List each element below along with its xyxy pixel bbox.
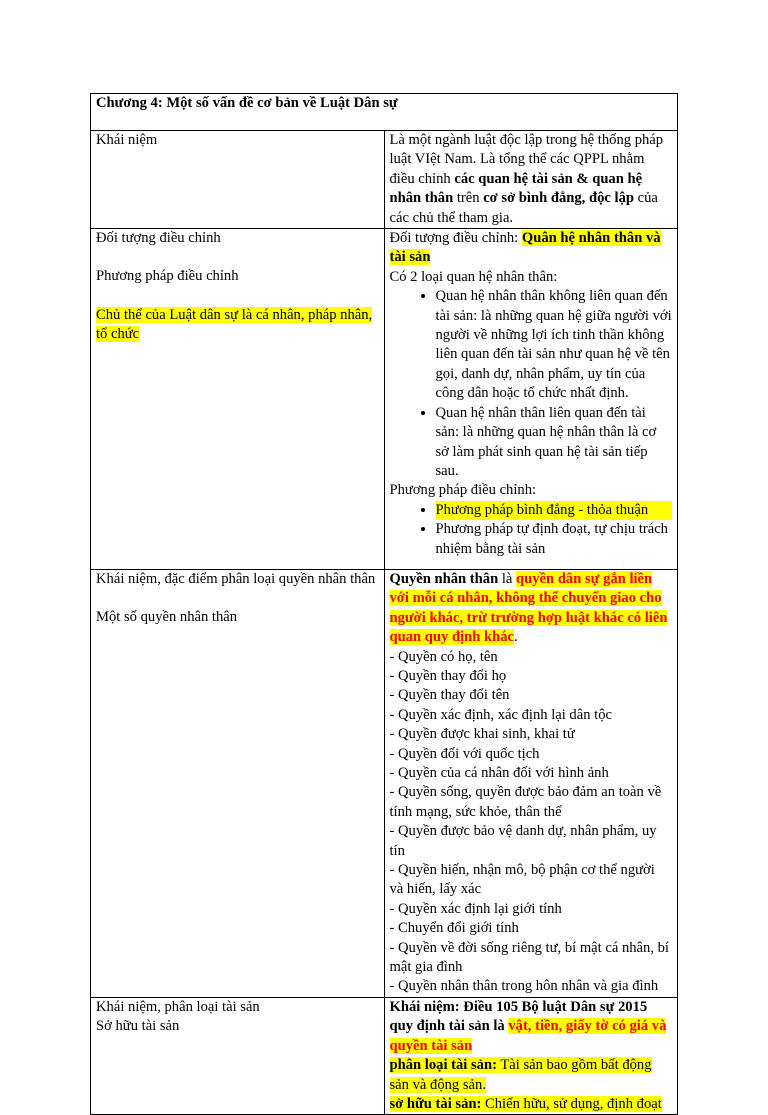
- list-item: - Quyền sống, quyền được bảo đảm an toàn về tính mạng, sức khỏe, thân thể: [389, 784, 662, 820]
- table-row: [91, 229, 678, 570]
- def-connector: là: [498, 570, 517, 587]
- sh-label: sở hữu tài sản:: [389, 1095, 482, 1112]
- row2-left-cell: [91, 229, 385, 570]
- ppdc-label: Phương pháp điều chỉnh:: [389, 482, 537, 499]
- table-row: [91, 569, 678, 997]
- relationship-list: [390, 287, 673, 481]
- row2-right-cell: [384, 229, 678, 570]
- row1-left-cell: [91, 131, 385, 229]
- list-item: - Quyền nhân thân trong hôn nhân và gia đình: [389, 978, 659, 995]
- row4-left-label-2: Sở hữu tài sản: [96, 1018, 180, 1035]
- row1-text-3: của các chủ thể tham gia.: [389, 190, 658, 226]
- row1-bold-1: các quan hệ tài sản & quan hệ nhân thân: [389, 170, 643, 207]
- chapter-title: [91, 94, 678, 131]
- row3-right-cell: [384, 569, 678, 997]
- row1-left-label: Khái niệm: [96, 132, 158, 148]
- row1-text-2: trên: [453, 190, 484, 207]
- sh-value: Chiến hữu, sử dụng, định đoạt: [481, 1095, 662, 1112]
- row4-left-cell: [91, 997, 385, 1114]
- kn-bold: Khái niệm: Điều 105 Bộ luật Dân sự 2015 quy định tài sản là: [389, 998, 648, 1035]
- list-item: - Quyền đối với quốc tịch: [389, 745, 540, 762]
- list-item: - Quyền có họ, tên: [389, 648, 498, 665]
- row4-left-label-1: Khái niệm, phân loại tài sản: [96, 998, 260, 1015]
- row4-right-cell: [384, 997, 678, 1114]
- dtdc-value: Quân hệ nhân thân và tài sản: [389, 230, 661, 266]
- pl-label: phân loại tài sản:: [389, 1057, 497, 1074]
- list-item: • Phương pháp bình đẳng - thỏa thuận: [436, 501, 673, 520]
- content-table: [90, 93, 678, 1115]
- row1-right-cell: [384, 131, 678, 229]
- def-red-text: quyền dân sự gắn liền với mỗi cá nhân, không thể chuyển giao cho người khác, trừ trường hợp luật khác có liên quan quy định khác: [389, 570, 668, 646]
- row3-left-label-1: Khái niệm, đặc điểm phân loại quyền nhân thân: [96, 570, 376, 587]
- row2-left-label-1: Đối tượng điều chỉnh: [96, 230, 221, 247]
- dtdc-label: Đối tượng điều chỉnh:: [389, 230, 522, 247]
- pl-value: Tài sản bao gồm bất động sản và động sản.: [389, 1057, 652, 1093]
- method-list: [390, 501, 673, 559]
- kn-red: vật, tiền, giấy tờ có giá và quyền tài sản: [389, 1018, 667, 1054]
- def-term: Quyền nhân thân: [389, 570, 499, 587]
- list-item: - Quyền được khai sinh, khai tử: [389, 726, 575, 743]
- list-item: - Quyền của cá nhân đối với hình ảnh: [389, 765, 609, 781]
- list-item: - Quyền được bảo vệ danh dự, nhân phẩm, uy tín: [389, 823, 657, 859]
- list-item: • Quan hệ nhân thân không liên quan đến tài sản: là những quan hệ giữa người với người về những lợi ích tinh thần không liên quan đến tài sản như quan hệ về tên gọi, danh dự, nhân phẩm, uy tín của công dân hoặc tổ chức nhất định.: [436, 287, 673, 403]
- list-item: - Quyền hiến, nhận mô, bộ phận cơ thể người và hiến, lấy xác: [389, 862, 655, 898]
- list-item: • Quan hệ nhân thân liên quan đến tài sản: là những quan hệ nhân thân là cơ sở làm phát sinh quan hệ tài sản tiếp sau.: [436, 404, 673, 482]
- table-row: [91, 131, 678, 229]
- row2-left-label-2: Phương pháp điều chỉnh: [96, 268, 239, 285]
- list-item: - Quyền thay đổi họ: [389, 667, 507, 684]
- list-item: - Quyền về đời sống riêng tư, bí mật cá nhân, bí mật gia đình: [389, 939, 669, 976]
- def-end: .: [514, 629, 518, 646]
- title-text: Chương 4: Một số vấn đề cơ bản về Luật Dân sự: [96, 95, 398, 111]
- list-item: - Chuyển đổi giới tính: [389, 920, 519, 937]
- list-item: - Quyền xác định lại giới tính: [389, 900, 562, 917]
- row3-left-cell: [91, 569, 385, 997]
- count-line: Có 2 loại quan hệ nhân thân:: [389, 268, 558, 285]
- row3-left-label-2: Một số quyền nhân thân: [96, 609, 238, 626]
- row2-left-label-3: Chủ thể của Luật dân sự là cá nhân, pháp nhân, tổ chức: [96, 306, 373, 343]
- table-row: [91, 997, 678, 1114]
- row1-bold-2: cơ sở bình đẳng, độc lập: [483, 190, 634, 207]
- list-item: - Quyền xác định, xác định lại dân tộc: [389, 706, 612, 723]
- row1-text-1: Là một ngành luật độc lập trong hệ thống pháp luật VIệt Nam. Là tổng thể các QPPL nhằm điều chỉnh: [389, 132, 664, 187]
- list-item: - Quyền thay đổi tên: [389, 687, 510, 704]
- list-item: • Phương pháp tự định đoạt, tự chịu trách nhiệm bằng tài sản: [436, 520, 673, 559]
- table-row: [91, 94, 678, 131]
